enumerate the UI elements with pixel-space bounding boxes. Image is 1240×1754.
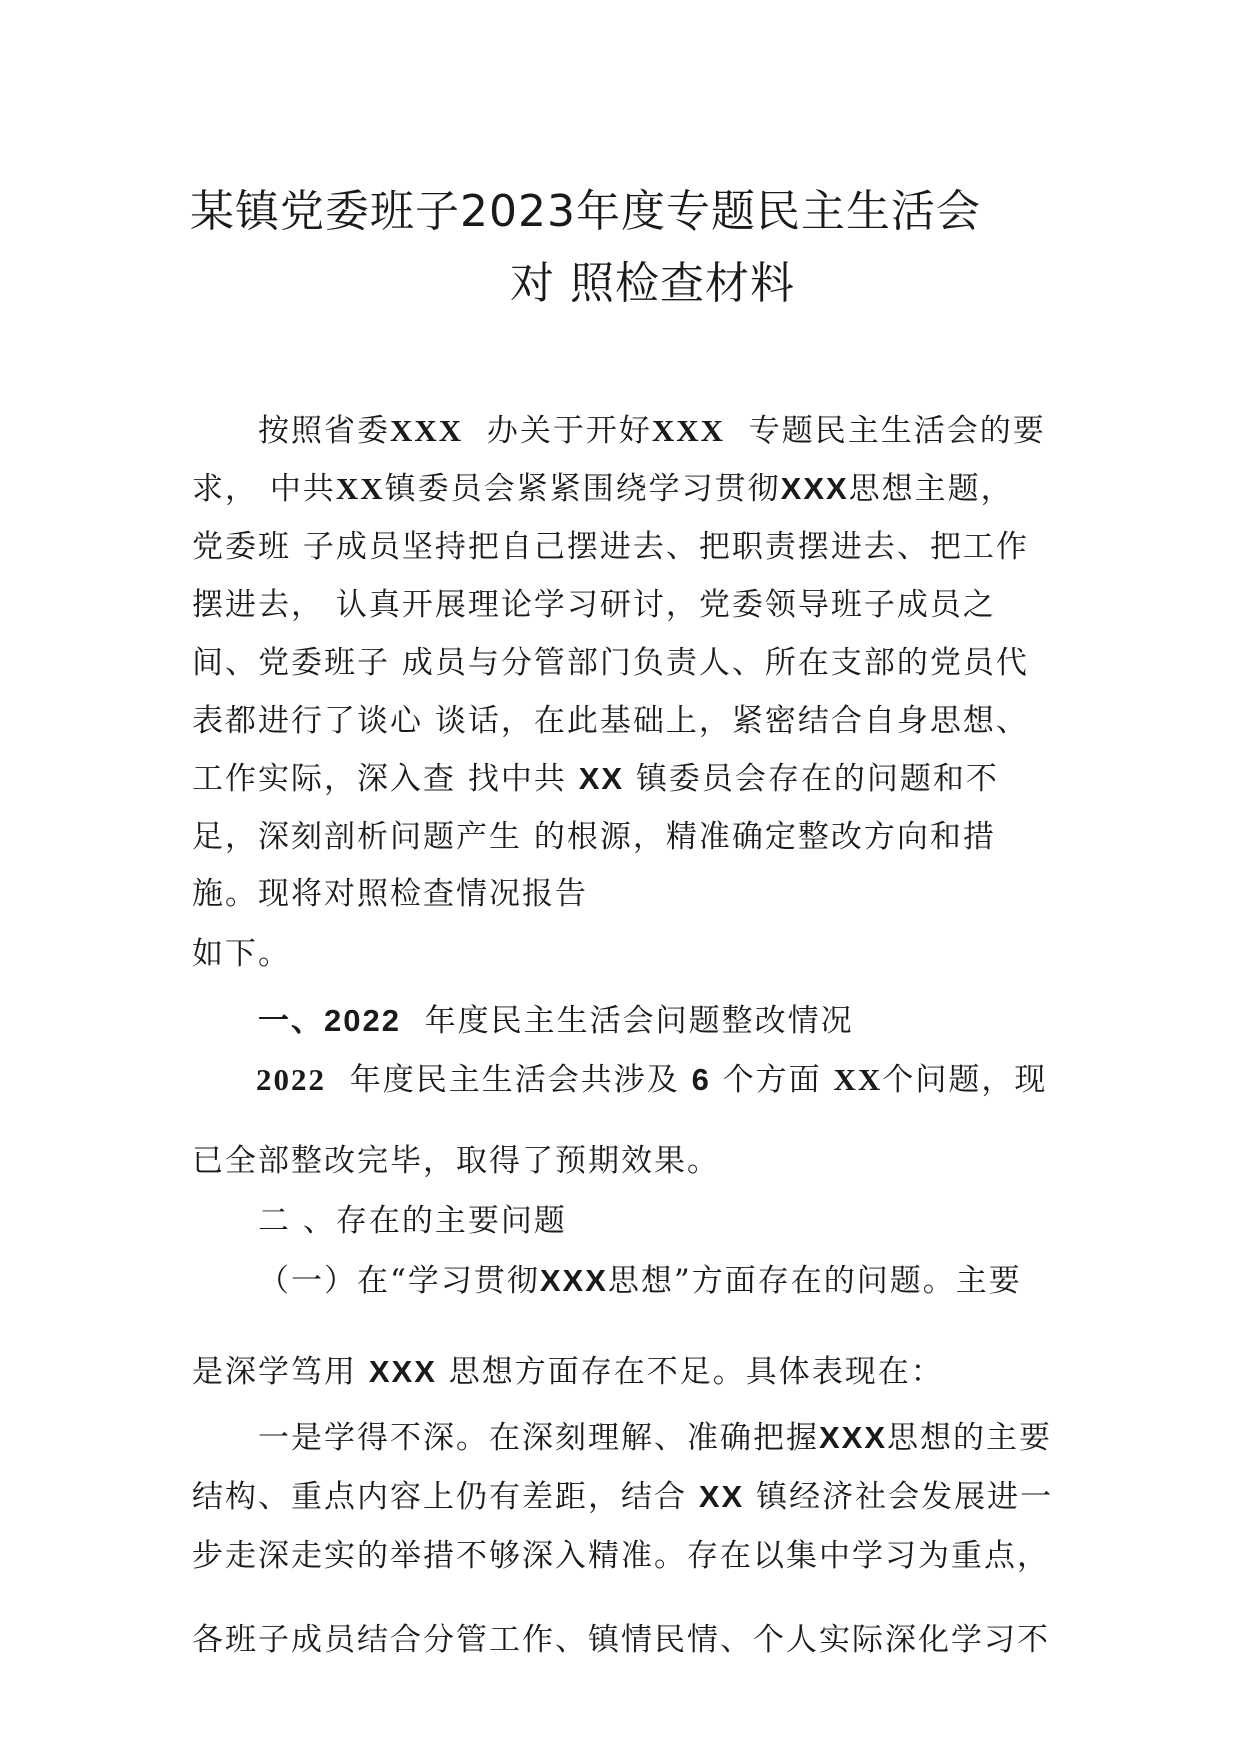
section-heading-1 xyxy=(258,1001,854,1041)
paragraph-3-line-1 xyxy=(258,1261,1022,1301)
placeholder-text: XXX xyxy=(819,1420,888,1455)
text: 求， 中共 xyxy=(192,471,336,507)
text: 思想主题， xyxy=(848,471,1014,507)
placeholder-text: XX xyxy=(335,471,385,506)
text: 办关于开好 xyxy=(486,413,652,449)
placeholder-text: XXX xyxy=(390,413,464,448)
text: 一是学得不深。在深刻理解、准确把握 xyxy=(258,1420,819,1456)
paragraph-2-line-1 xyxy=(256,1060,1047,1100)
document-title-line-2: 对 照检查材料 xyxy=(510,258,795,309)
section-heading-2: 二 、存在的主要问题 xyxy=(258,1203,567,1239)
text: 镇委员会紧紧围绕学习贯彻 xyxy=(384,471,781,507)
paragraph-4-line-4: 各班子成员结合分管工作、镇情民情、个人实际深化学习不 xyxy=(192,1622,1050,1658)
heading-text: 年度民主生活会问题整改情况 xyxy=(424,1003,854,1039)
paragraph-1-line-9: 施。现将对照检查情况报告 xyxy=(192,876,588,912)
count-text: 6 xyxy=(691,1062,711,1097)
paragraph-4-line-1 xyxy=(258,1418,1052,1458)
paragraph-2-line-2: 已全部整改完毕，取得了预期效果。 xyxy=(192,1143,720,1179)
paragraph-1-line-7 xyxy=(192,759,999,799)
placeholder-text: XXX xyxy=(368,1354,437,1389)
placeholder-text: XX xyxy=(833,1062,883,1097)
heading-year: 2022 xyxy=(324,1003,401,1038)
paragraph-1-line-10: 如下。 xyxy=(192,936,291,972)
placeholder-text: XX xyxy=(578,761,625,796)
paragraph-1-line-4: 摆进去， 认真开展理论学习研讨，党委领导班子成员之 xyxy=(192,587,996,623)
text: （一）在“学习贯彻 xyxy=(258,1263,540,1299)
paragraph-1-line-8: 足，深刻剖析问题产生 的根源，精准确定整改方向和措 xyxy=(192,819,996,855)
text: 思想”方面存在的问题。主要 xyxy=(607,1263,1022,1299)
paragraph-1-line-6: 表都进行了谈心 谈话，在此基础上，紧密结合自身思想、 xyxy=(192,703,1029,739)
heading-number: 一、 xyxy=(258,1003,324,1038)
paragraph-4-line-2 xyxy=(192,1477,1053,1517)
text: 工作实际，深入查 找中共 xyxy=(192,761,579,797)
text: 是深学笃用 xyxy=(192,1354,369,1390)
paragraph-1-line-5: 间、党委班子 成员与分管部门负责人、所在支部的党员代 xyxy=(192,645,1029,681)
text: 结构、重点内容上仍有差距，结合 xyxy=(192,1479,699,1515)
text: 专题民主生活会的要 xyxy=(748,413,1046,449)
text: 思想方面存在不足。具体表现在： xyxy=(448,1354,944,1390)
text: 年度民主生活会共涉及 xyxy=(349,1062,680,1098)
text: 镇委员会存在的问题和不 xyxy=(635,761,999,797)
text: 思想的主要 xyxy=(887,1420,1053,1456)
placeholder-text: XXX xyxy=(651,413,726,448)
paragraph-1-line-3: 党委班 子成员坚持把自己摆进去、把职责摆进去、把工作 xyxy=(192,529,1029,565)
paragraph-3-line-2 xyxy=(192,1352,944,1392)
paragraph-1-line-1 xyxy=(258,411,1046,451)
text: 个问题，现 xyxy=(882,1062,1048,1098)
year-text: 2022 xyxy=(256,1062,326,1097)
document-title-line-1: 某镇党委班子2023年度专题民主生活会 xyxy=(190,186,981,237)
text: 按照省委 xyxy=(258,413,390,449)
placeholder-text: XXX xyxy=(780,471,849,506)
placeholder-text: XXX xyxy=(539,1263,608,1298)
placeholder-text: XX xyxy=(698,1479,745,1514)
paragraph-4-line-3: 步走深走实的举措不够深入精准。存在以集中学习为重点， xyxy=(192,1538,1050,1574)
text: 个方面 xyxy=(722,1062,822,1098)
text: 镇经济社会发展进一 xyxy=(756,1479,1054,1515)
paragraph-1-line-2 xyxy=(192,469,1014,509)
